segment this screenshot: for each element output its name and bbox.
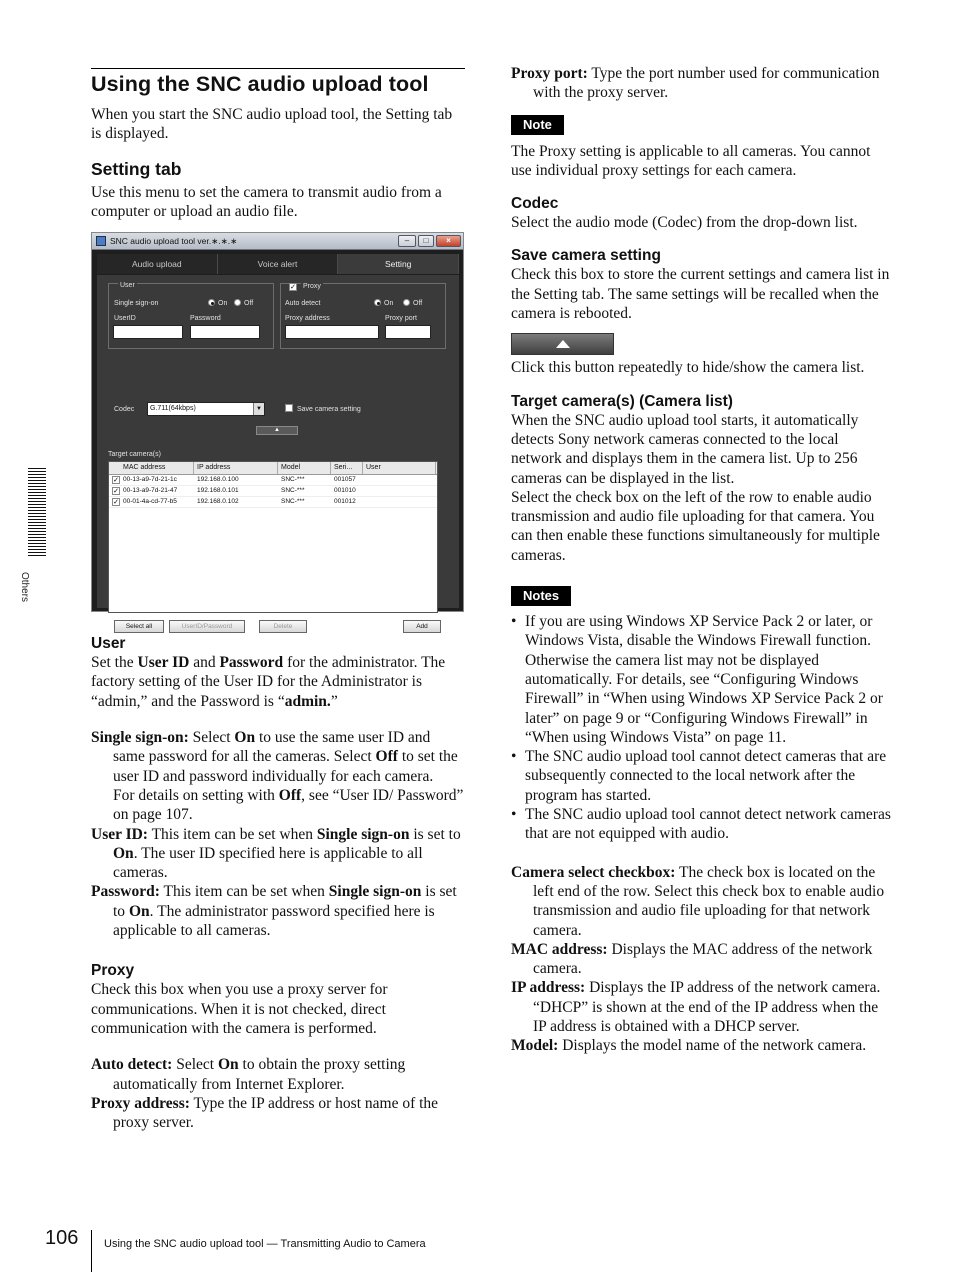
intro-paragraph: When you start the SNC audio upload tool, the Setting tab is displayed. [91, 106, 453, 143]
table-header [109, 462, 437, 475]
auto-detect-on-label: On [384, 300, 394, 308]
window-title: SNC audio upload tool ver.∗.∗.∗ [110, 236, 238, 247]
codec-value: G.711(64kbps) [150, 405, 196, 413]
chevron-down-icon: ▼ [253, 403, 264, 415]
row-mac: 00-13-a9-7d-21-1c [123, 476, 177, 484]
row-checkbox[interactable]: ✓ [113, 488, 119, 496]
single-sign-on-details: For details on setting with Off, see “User ID/ Password” on page 107. [113, 786, 464, 824]
row-checkbox[interactable]: ✓ [113, 477, 119, 485]
single-sign-on-item: Single sign-on: Select On to use the same user ID and same password for all the cameras. Select Off to set the user ID and password individually for each camera. [91, 729, 458, 785]
toggle-camera-list-button[interactable] [511, 333, 614, 355]
minimize-icon[interactable]: – [398, 235, 416, 247]
row-model: SNC-*** [281, 487, 305, 495]
row-model: SNC-*** [281, 476, 305, 484]
tab-audio-upload[interactable]: Audio upload [97, 254, 218, 274]
row-serial: 001010 [334, 487, 356, 495]
app-icon [96, 236, 106, 246]
toggle-list-button[interactable]: ▲ [256, 426, 298, 435]
codec-heading: Codec [511, 195, 559, 213]
row-checkbox[interactable]: ✓ [113, 499, 119, 507]
user-heading: User [91, 635, 126, 653]
add-button[interactable]: Add [403, 620, 441, 633]
userid-label: UserID [114, 315, 136, 323]
auto-detect-off-label: Off [413, 300, 423, 308]
proxy-address-label: Proxy address [285, 315, 330, 323]
target-cameras-heading: Target camera(s) (Camera list) [511, 392, 733, 410]
userid-password-button[interactable]: UserID/Password [169, 620, 245, 633]
password-label: Password [190, 315, 221, 323]
proxy-paragraph: Check this box when you use a proxy server for communications. When it is not checked, direct communication with the camera is performed. [91, 981, 388, 1037]
camera-select-checkbox-item: Camera select checkbox: The check box is located on the left end of the row. Select this check box to enable audio transmission and audio file uploading for that network camera. [511, 863, 885, 939]
auto-detect-label: Auto detect [285, 300, 321, 308]
password-input[interactable] [190, 325, 260, 339]
app-window-screenshot [91, 232, 464, 631]
tab-voice-alert[interactable]: Voice alert [218, 254, 339, 274]
model-item: Model: Displays the model name of the network camera. [511, 1037, 867, 1055]
page-number: 106 [45, 1227, 79, 1249]
userid-input[interactable] [113, 325, 183, 339]
col-user[interactable]: User [363, 462, 436, 474]
list-item: • The SNC audio upload tool cannot detect network cameras that are not equipped with audio. [511, 805, 891, 844]
row-ip: 192.168.0.102 [197, 498, 239, 506]
col-model[interactable]: Model [278, 462, 331, 474]
row-user [363, 486, 436, 496]
sso-on-label: On [218, 300, 228, 308]
col-mac-address[interactable]: MAC address [109, 462, 194, 474]
list-item: • If you are using Windows XP Service Pack 2 or later, or Windows Vista, disable the Windows Firewall function. Otherwise the camera list may not be displayed automatically. For details, see “Configuring Windows Firewall” in “When using Windows XP Service Pack 2 or later” on page 9 or “Configuring Windows Firewall” in “When using Windows Vista” on page 11. [511, 612, 891, 747]
notes-list [511, 612, 891, 844]
codec-label: Codec [114, 406, 135, 414]
tab-setting[interactable]: Setting [338, 254, 459, 274]
proxy-port-label: Proxy port [385, 315, 417, 323]
footer-text: Using the SNC audio upload tool — Transmitting Audio to Camera [104, 1238, 426, 1250]
auto-detect-item: Auto detect: Select On to obtain the proxy setting automatically from Internet Explorer. [91, 1056, 406, 1093]
setting-panel [97, 275, 459, 631]
footer-divider [91, 1230, 92, 1272]
single-sign-on-label: Single sign-on [114, 300, 159, 308]
proxy-port-item: Proxy port: Type the port number used for communication with the proxy server. [511, 65, 880, 102]
target-paragraph-2: Select the check box on the left of the row to enable audio transmission and audio file uploading for that camera. You can then enable these functions simultaneously for multiple cameras. [511, 488, 880, 564]
note-badge: Note [511, 115, 564, 135]
table-row[interactable] [109, 497, 437, 508]
save-camera-setting-heading: Save camera setting [511, 247, 661, 265]
row-user [363, 475, 436, 485]
target-cameras-label: Target camera(s) [108, 451, 161, 459]
toggle-paragraph: Click this button repeatedly to hide/show the camera list. [511, 359, 865, 377]
row-mac: 00-13-a9-7d-21-47 [123, 487, 178, 495]
codec-paragraph: Select the audio mode (Codec) from the drop-down list. [511, 214, 858, 232]
row-serial: 001012 [334, 498, 356, 506]
col-ip-address[interactable]: IP address [194, 462, 278, 474]
proxy-address-input[interactable] [285, 325, 379, 339]
side-tab-label: Others [19, 572, 30, 603]
row-model: SNC-*** [281, 498, 305, 506]
table-row[interactable] [109, 475, 437, 486]
row-mac: 00-01-4a-cd-77-b5 [123, 498, 177, 506]
right-column [511, 64, 891, 1056]
triangle-up-icon [556, 340, 570, 348]
mac-address-item: MAC address: Displays the MAC address of the network camera. [511, 940, 873, 978]
user-paragraph: Set the User ID and Password for the administrator. The factory setting of the User ID for the Administrator is “admin,” and the Password is “admin.” [91, 654, 446, 710]
notes-badge: Notes [511, 586, 571, 606]
target-paragraph-1: When the SNC audio upload tool starts, it automatically detects Sony network cameras connected to the local network and displays them in the camera list. Up to 256 cameras can be displayed in the list. [511, 411, 859, 487]
list-item: • The SNC audio upload tool cannot detect cameras that are subsequently connected to the local network after the program has started. [511, 747, 891, 805]
row-ip: 192.168.0.101 [197, 487, 239, 495]
proxy-address-item: Proxy address: Type the IP address or host name of the proxy server. [91, 1094, 439, 1132]
left-column [91, 68, 465, 1132]
camera-list-table [108, 461, 438, 613]
window-titlebar [92, 233, 463, 250]
page-title: Using the SNC audio upload tool [91, 68, 465, 97]
note-paragraph: The Proxy setting is applicable to all cameras. You cannot use individual proxy settings for each camera. [511, 142, 871, 179]
save-camera-setting-label: Save camera setting [297, 406, 361, 414]
delete-button[interactable]: Delete [259, 620, 307, 633]
proxy-checkbox[interactable]: ✓ [290, 284, 296, 292]
row-ip: 192.168.0.100 [197, 476, 239, 484]
setting-tab-paragraph: Use this menu to set the camera to transmit audio from a computer or upload an audio file. [91, 183, 442, 220]
ip-address-item: IP address: Displays the IP address of the network camera. “DHCP” is shown at the end of the IP address when the IP address is obtained with a DHCP server. [511, 979, 881, 1035]
password-item: Password: This item can be set when Single sign-on is set to On. The administrator password specified here is applicable to all cameras. [91, 883, 457, 940]
user-group-label: User [120, 282, 135, 290]
sso-off-label: Off [244, 300, 254, 308]
codec-dropdown[interactable] [147, 402, 265, 416]
setting-tab-heading: Setting tab [91, 158, 182, 179]
row-serial: 001057 [334, 476, 356, 484]
tab-bar [97, 254, 459, 274]
select-all-button[interactable]: Select all [114, 620, 164, 633]
close-icon[interactable]: × [436, 235, 461, 247]
proxy-heading: Proxy [91, 962, 135, 980]
save-camera-setting-paragraph: Check this box to store the current settings and camera list in the Setting tab. The same settings will be recalled when the camera is rebooted. [511, 266, 890, 323]
col-serial[interactable]: Seri... [331, 462, 363, 474]
save-camera-setting-checkbox[interactable] [285, 404, 293, 412]
user-id-item: User ID: This item can be set when Single sign-on is set to On. The user ID specified here is applicable to all cameras. [91, 825, 461, 882]
maximize-icon[interactable]: □ [418, 235, 434, 247]
side-tab-stripes [28, 468, 46, 558]
row-user [363, 497, 436, 507]
table-row[interactable] [109, 486, 437, 497]
proxy-port-input[interactable] [385, 325, 431, 339]
proxy-group-label: Proxy [303, 283, 321, 291]
